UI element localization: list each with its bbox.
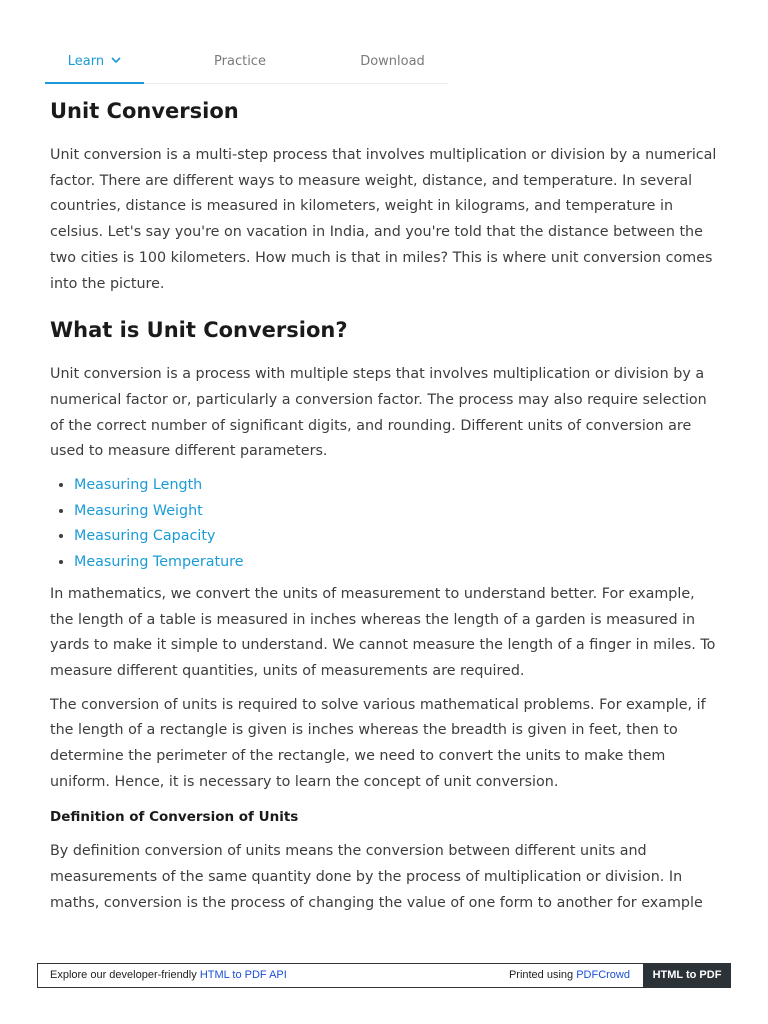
footer-explore xyxy=(50,964,287,987)
tab-download-label: Download xyxy=(360,54,425,69)
page-title: Unit Conversion xyxy=(50,99,239,123)
list-item xyxy=(74,550,722,576)
tab-bar xyxy=(45,44,448,84)
footer-explore-text: Explore our developer-friendly xyxy=(50,969,200,981)
tab-practice[interactable] xyxy=(195,44,285,83)
definition-heading: Definition of Conversion of Units xyxy=(50,809,299,826)
chevron-down-icon xyxy=(111,57,121,64)
link-measuring-temperature[interactable]: Measuring Temperature xyxy=(74,554,244,571)
definition-paragraph: By definition conversion of units means the conversion between different units and measurements of the same quantity done by the process of multiplication or division. In maths, conversion is the process of changing the value of one form to another for example xyxy=(50,843,703,911)
article xyxy=(50,96,722,925)
link-measuring-weight[interactable]: Measuring Weight xyxy=(74,502,203,519)
html-to-pdf-button[interactable]: HTML to PDF xyxy=(643,963,731,988)
link-measuring-capacity[interactable]: Measuring Capacity xyxy=(74,528,216,545)
link-measuring-length[interactable]: Measuring Length xyxy=(74,477,203,494)
tab-learn-label: Learn xyxy=(67,54,105,69)
pdf-footer-bar xyxy=(37,963,731,988)
footer-printed-text: Printed using xyxy=(508,969,577,981)
tab-download[interactable] xyxy=(345,44,440,83)
list-item xyxy=(74,473,722,499)
section-heading xyxy=(50,315,722,345)
intro-paragraph: Unit conversion is a multi-step process that involves multiplication or division by a numerical factor. There are different ways to measure weight, distance, and temperature. In several countries, distance is measured in kilometers, weight in kilograms, and temperature in celsius. Let's say you're on vacation in India, and you're told that the distance between the two cities is 100 kilometers. How much is that in miles? This is where unit conversion comes into the picture. xyxy=(50,147,717,292)
list-item xyxy=(74,499,722,525)
section-paragraph-1: Unit conversion is a process with multiple steps that involves multiplication or division by a numerical factor or, particularly a conversion factor. The process may also require selection of the correct number of significant digits, and rounding. Different units of conversion are used to measure different parameters. xyxy=(50,366,707,460)
footer-printed xyxy=(509,964,630,987)
tab-learn[interactable] xyxy=(45,44,144,84)
footer-api-link[interactable]: HTML to PDF API xyxy=(199,969,287,981)
section-heading-text: What is Unit Conversion? xyxy=(50,318,348,343)
section-paragraph-3: The conversion of units is required to solve various mathematical problems. For example, if the length of a rectangle is given is inches whereas the breadth is given in feet, then to determine the perimeter of the rectangle, we need to convert the units to make them uniform. Hence, it is necessary to learn the concept of unit conversion. xyxy=(50,696,706,790)
section-paragraph-2: In mathematics, we convert the units of measurement to understand better. For example, the length of a table is measured in inches whereas the length of a garden is measured in yards to make it simple to understand. We cannot measure the length of a finger in miles. To measure different quantities, units of measurements are required. xyxy=(50,585,716,679)
list-item xyxy=(74,524,722,550)
tab-practice-label: Practice xyxy=(214,54,266,69)
measurement-link-list xyxy=(50,473,722,576)
footer-pdfcrowd-link[interactable]: PDFCrowd xyxy=(576,969,630,981)
